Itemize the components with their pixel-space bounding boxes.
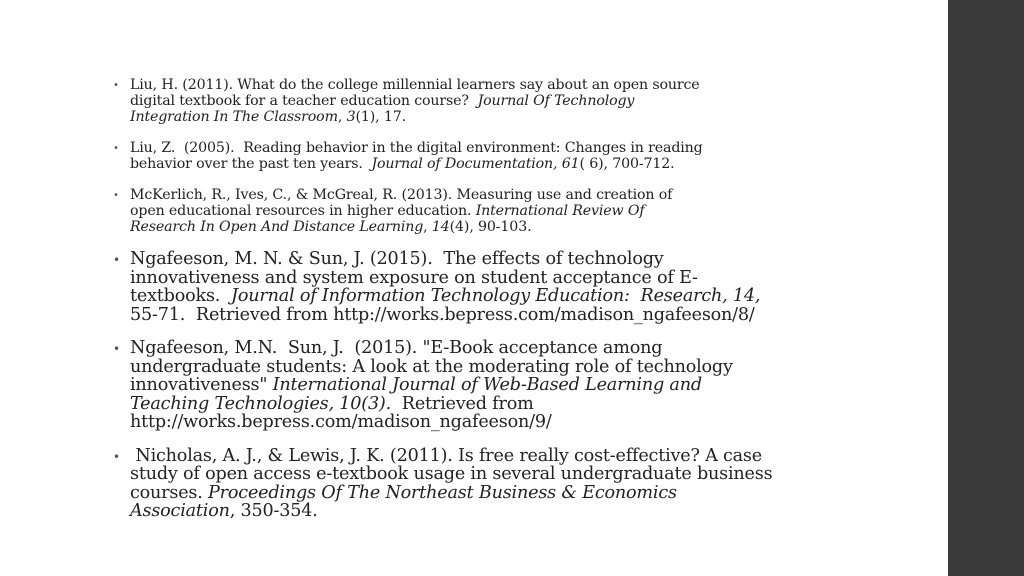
citation-text: Liu, Z. (2005). Reading behavior in the digital environment: Changes in reading [130,140,703,156]
bullet-icon: • [113,449,120,464]
reference-line [130,109,828,125]
reference-text [130,447,828,521]
citation-text: Retrieved from [391,393,534,414]
citation-text: http://works.bepress.com/madison_ngafeeson/9/ [130,412,552,432]
reference-item [113,250,828,324]
reference-line [130,306,828,325]
journal-title: Journal of Information Technology Education: Research, 14, [231,286,761,306]
journal-title: International Journal of Web-Based Learning and [272,375,702,395]
citation-text: Nicholas, A. J., & Lewis, J. K. (2011). Is free really cost-effective? A case [130,445,762,466]
reference-line [130,447,828,466]
journal-title: Proceedings Of The Northeast Business & Economics [208,482,677,503]
bullet-icon: • [113,143,119,154]
citation-text: McKerlich, R., Ives, C., & McGreal, R. (2013). Measuring use and creation of [130,187,673,203]
journal-title: Journal Of Technology [477,93,635,109]
citation-text: (1), 17. [355,109,406,125]
citation-text: behavior over the past ten years. [130,156,372,172]
bullet-icon: • [113,342,120,356]
journal-title: 14 [431,219,450,235]
right-sidebar-panel [948,0,1024,576]
bullet-icon: • [113,253,120,267]
reference-text [130,77,828,125]
citation-text: Liu, H. (2011). What do the college millennial learners say about an open source [130,77,700,93]
journal-title: Research In Open And Distance Learning [130,219,424,235]
reference-line [130,156,828,172]
citation-text: digital textbook for a teacher education course? [130,93,478,109]
reference-line [130,502,828,521]
reference-line [130,358,828,377]
reference-line [130,203,828,219]
citation-text: courses. [130,482,209,503]
citation-text: ( 6), 700-712. [579,156,675,172]
reference-item [113,339,828,432]
journal-title: Association [130,501,230,521]
reference-line [130,219,828,235]
reference-list [113,77,828,536]
reference-line [130,376,828,395]
citation-text: , [337,109,347,125]
bullet-icon: • [113,190,119,201]
citation-text: innovativeness and system exposure on student acceptance of E- [130,267,698,288]
reference-line [130,187,828,203]
citation-text: textbooks. [130,286,231,306]
reference-item [113,140,828,172]
citation-text: (4), 90-103. [449,219,532,235]
citation-text: 55-71. Retrieved from http://works.bepress.com/madison_ngafeeson/8/ [130,304,755,325]
reference-line [130,269,828,288]
reference-text [130,187,828,235]
journal-title: Teaching Technologies, 10(3). [130,393,391,414]
citation-text: , [423,219,432,235]
reference-line [130,413,828,432]
reference-line [130,77,828,93]
reference-item [113,447,828,521]
citation-text: , 350-354. [229,501,318,521]
reference-line [130,465,828,484]
reference-line [130,287,828,306]
citation-text: study of open access e-textbook usage in several undergraduate business [130,464,773,484]
citation-text: innovativeness" [130,375,273,395]
reference-item [113,187,828,235]
journal-title: Journal of Documentation, 61 [371,156,580,172]
citation-text: Ngafeeson, M.N. Sun, J. (2015). "E-Book acceptance among [130,338,663,358]
citation-text: Ngafeeson, M. N. & Sun, J. (2015). The effects of technology [130,249,664,269]
reference-line [130,250,828,269]
citation-text: undergraduate students: A look at the moderating role of technology [130,356,733,377]
reference-line [130,93,828,109]
reference-line [130,395,828,414]
journal-title: International Review Of [475,203,645,219]
reference-text [130,250,828,324]
reference-line [130,339,828,358]
journal-title: Integration In The Classroom [130,109,338,125]
reference-text [130,339,828,432]
reference-item [113,77,828,125]
reference-line [130,484,828,503]
journal-title: 3 [346,109,356,125]
citation-text: open educational resources in higher education. [130,203,476,219]
reference-text [130,140,828,172]
bullet-icon: • [113,80,119,91]
reference-line [130,140,828,156]
